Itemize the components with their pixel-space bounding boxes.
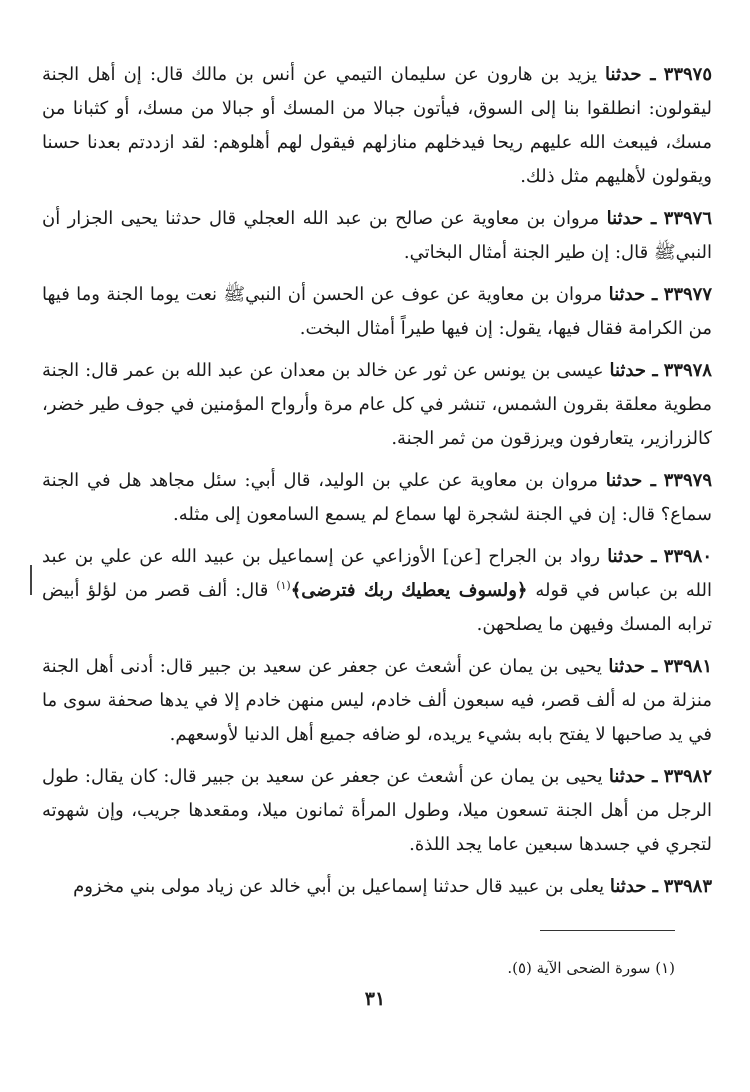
- hadith-number: ٣٣٩٧٧: [663, 284, 712, 305]
- hadith-33981: [42, 650, 712, 752]
- hadith-heading: ـ حدثنا: [609, 876, 658, 897]
- hadith-33976: [42, 202, 712, 270]
- footnote-divider: [540, 930, 675, 931]
- hadith-number: ٣٣٩٨٠: [663, 546, 712, 567]
- hadith-number: ٣٣٩٨١: [663, 656, 712, 677]
- hadith-heading: ـ حدثنا: [606, 208, 657, 229]
- hadith-heading: ـ حدثنا: [608, 766, 658, 787]
- hadith-text-after: قال: ألف قصر من لؤلؤ أبيض ترابه المسك وفيهن ما يصلحهن.: [42, 580, 712, 635]
- hadith-text: مروان بن معاوية عن صالح بن عبد الله العجلي قال حدثنا يحيى الجزار أن النبيﷺ قال: إن طير الجنة أمثال البخاتي.: [42, 208, 712, 263]
- hadith-heading: ـ حدثنا: [608, 656, 658, 677]
- quran-quote: ﴿ولسوف يعطيك ربك فترضى﴾: [290, 580, 528, 601]
- hadith-number: ٣٣٩٧٩: [663, 470, 712, 491]
- hadith-33982: [42, 760, 712, 862]
- footnote-reference[interactable]: (١): [276, 579, 291, 592]
- hadith-text-before: رواد بن الجراح [عن] الأوزاعي عن إسماعيل بن عبيد الله عن علي بن عبد الله بن عباس في قوله: [42, 546, 712, 601]
- hadith-heading: ـ حدثنا: [605, 470, 656, 491]
- hadith-heading: ـ حدثنا: [609, 360, 658, 381]
- hadith-33975: [42, 58, 712, 194]
- hadith-number: ٣٣٩٨٣: [663, 876, 712, 897]
- hadith-number: ٣٣٩٧٦: [663, 208, 712, 229]
- hadith-text: يزيد بن هارون عن سليمان التيمي عن أنس بن مالك قال: إن أهل الجنة ليقولون: انطلقوا بنا إلى السوق، فيأتون جبالا من المسك أو جبالا من مسك، أو كثبانا من مسك، فيبعث الله عليهم ريحا فيدخلهم منازلهم فيقول لهم أهلوهم: لقد ازددتم بعدنا حسنا ويقولون لأهليهم مثل ذلك.: [42, 64, 712, 187]
- page-number: ٣١: [364, 988, 386, 1010]
- hadith-heading: ـ حدثنا: [608, 284, 658, 305]
- hadith-text: يحيى بن يمان عن أشعث عن جعفر عن سعيد بن جبير قال: أدنى أهل الجنة منزلة من له ألف قصر، فيه سبعون ألف خادم، ليس منهن خادم إلا في يدها صحفة سوى ما في يد صاحبها لا يفتح بابه بشيء يريده، لو ضافه جميع أهل الدنيا لأوسعهم.: [42, 656, 712, 745]
- footnote: (١) سورة الضحى الآية (٥).: [507, 959, 675, 977]
- hadith-text: يعلى بن عبيد قال حدثنا إسماعيل بن أبي خالد عن زياد مولى بني مخزوم: [73, 876, 605, 897]
- hadith-33980: [42, 540, 712, 642]
- hadith-text: مروان بن معاوية عن علي بن الوليد، قال أبي: سئل مجاهد هل في الجنة سماع؟ قال: إن في الجنة لشجرة لها سماع لم يسمع السامعون إلى مثله.: [42, 470, 712, 525]
- hadith-33983: [42, 870, 712, 904]
- hadith-number: ٣٣٩٧٥: [663, 64, 712, 85]
- hadith-text: مروان بن معاوية عن عوف عن الحسن أن النبيﷺ نعت يوما الجنة وما فيها من الكرامة فقال فيها، يقول: إن فيها طيراً أمثال البخت.: [42, 284, 712, 339]
- hadith-number: ٣٣٩٨٢: [663, 766, 712, 787]
- hadith-heading: ـ حدثنا: [607, 546, 657, 567]
- hadith-33978: [42, 354, 712, 456]
- hadith-number: ٣٣٩٧٨: [663, 360, 712, 381]
- hadith-heading: ـ حدثنا: [605, 64, 656, 85]
- hadith-text: يحيى بن يمان عن أشعث عن جعفر عن سعيد بن جبير قال: كان يقال: طول الرجل من أهل الجنة تسعون ميلا، وطول المرأة ثمانون ميلا، ومقعدها جريب، وإن شهوته لتجري في جسدها سبعين عاما يجد اللذة.: [42, 766, 712, 855]
- hadith-text: عيسى بن يونس عن ثور عن خالد بن معدان عن عبد الله بن عمر قال: الجنة مطوية معلقة بقرون الشمس، تنشر في كل عام مرة وأرواح المؤمنين في جوف طير خضر، كالزرازير، يتعارفون ويرزقون من ثمر الجنة.: [42, 360, 712, 449]
- hadith-33979: [42, 464, 712, 532]
- hadith-33977: [42, 278, 712, 346]
- margin-mark: [30, 565, 32, 595]
- main-text: [42, 58, 712, 912]
